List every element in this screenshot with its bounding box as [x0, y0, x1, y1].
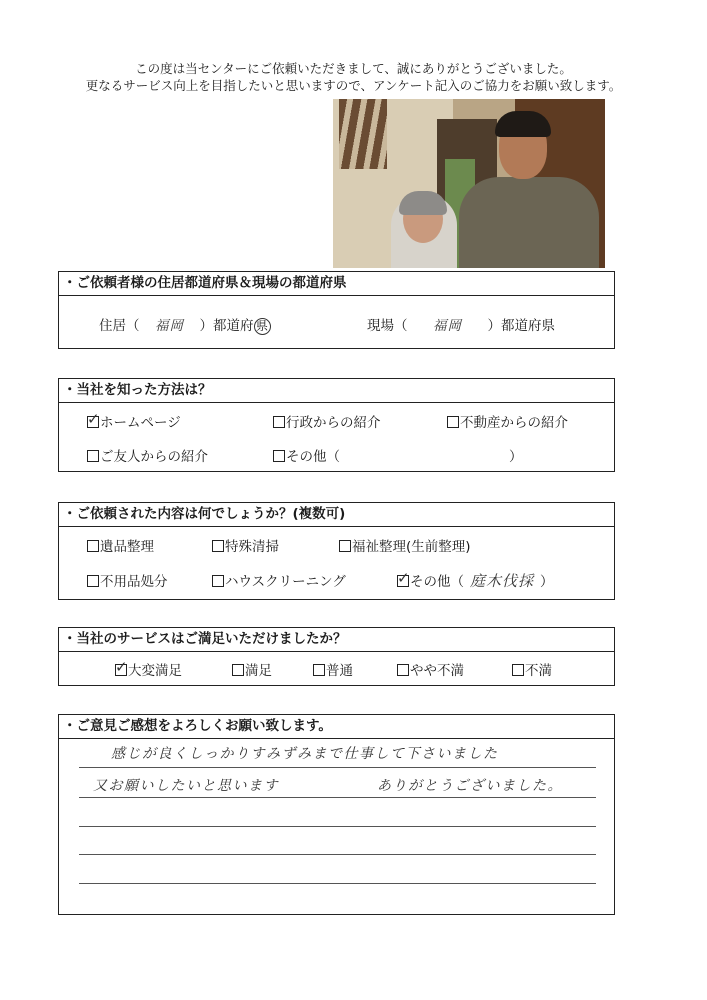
service-option-estate[interactable]: 遺品整理 — [87, 535, 154, 555]
satisfaction-option-dissatisfied[interactable]: 不満 — [512, 659, 552, 679]
prefecture-section — [58, 271, 615, 349]
satisfaction-option-satisfied[interactable]: 満足 — [232, 659, 272, 679]
referral-option-realestate[interactable]: 不動産からの紹介 — [447, 411, 568, 431]
checkbox-checked-icon[interactable] — [115, 664, 127, 676]
service-content-section — [58, 502, 615, 600]
comment-rule — [79, 797, 596, 798]
checkbox-icon[interactable] — [87, 575, 99, 587]
checkbox-icon[interactable] — [212, 575, 224, 587]
prefecture-section-title: ・ご依頼者様の住居都道府県＆現場の都道府県 — [59, 272, 614, 296]
checkbox-checked-icon[interactable] — [397, 575, 409, 587]
comment-rule — [79, 826, 596, 827]
comment-rule — [79, 767, 596, 768]
checkbox-icon[interactable] — [339, 540, 351, 552]
referral-option-friend[interactable]: ご友人からの紹介 — [87, 445, 208, 465]
residence-label: 住居（ — [99, 318, 140, 334]
residence-suffix: ）都道府 — [199, 318, 254, 334]
comment-line-2a: 又お願いしたいと思います — [93, 778, 279, 794]
referral-option-homepage[interactable]: ✓ホームページ — [87, 411, 181, 431]
checkbox-icon[interactable] — [273, 450, 285, 462]
checkbox-icon[interactable] — [397, 664, 409, 676]
comment-rule — [79, 883, 596, 884]
comments-section-title: ・ご意見ご感想をよろしくお願い致します。 — [59, 715, 614, 739]
referral-option-government[interactable]: 行政からの紹介 — [273, 411, 381, 431]
site-field — [367, 314, 555, 334]
comment-line-2b: ありがとうございました。 — [377, 778, 563, 794]
intro-line-2: 更なるサービス向上を目指したいと思いますので、アンケート記入のご協力をお願い致します。 — [85, 78, 622, 93]
referral-option-other[interactable]: その他（ — [273, 445, 340, 465]
service-other-value: 庭木伐採 — [469, 572, 534, 590]
residence-field — [99, 314, 271, 335]
satisfaction-option-very-satisfied[interactable]: ✓大変満足 — [115, 659, 182, 679]
checkbox-icon[interactable] — [232, 664, 244, 676]
referral-section-title: ・当社を知った方法は？ — [59, 379, 614, 403]
satisfaction-option-neutral[interactable]: 普通 — [313, 659, 353, 679]
satisfaction-option-somewhat-dissatisfied[interactable]: やや不満 — [397, 659, 464, 679]
site-label: 現場（ — [367, 318, 408, 334]
checkbox-icon[interactable] — [447, 416, 459, 428]
satisfaction-section — [58, 627, 615, 686]
checkbox-icon[interactable] — [212, 540, 224, 552]
service-content-section-title: ・ご依頼された内容は何でしょうか？(複数可) — [59, 503, 614, 527]
site-value: 福岡 — [433, 318, 462, 334]
comment-rule — [79, 854, 596, 855]
service-option-house-cleaning[interactable]: ハウスクリーニング — [212, 570, 346, 590]
checkbox-icon[interactable] — [313, 664, 325, 676]
service-option-welfare[interactable]: 福祉整理(生前整理) — [339, 535, 471, 555]
checkbox-icon[interactable] — [87, 540, 99, 552]
site-suffix: ）都道府県 — [487, 318, 555, 334]
referral-other-close: ） — [509, 449, 523, 465]
comment-line-1: 感じが良くしっかりすみずみまで仕事して下さいました — [111, 746, 499, 762]
checkbox-icon[interactable] — [87, 450, 99, 462]
satisfaction-section-title: ・当社のサービスはご満足いただけましたか？ — [59, 628, 614, 652]
customer-photo — [333, 99, 605, 268]
residence-circled-suffix: 県 — [254, 318, 271, 335]
service-option-special-cleaning[interactable]: 特殊清掃 — [212, 535, 279, 555]
comments-section — [58, 714, 615, 915]
checkbox-icon[interactable] — [273, 416, 285, 428]
service-option-disposal[interactable]: 不用品処分 — [87, 570, 168, 590]
intro-text — [0, 60, 707, 94]
residence-value: 福岡 — [155, 318, 184, 334]
service-other-close: ） — [540, 574, 554, 590]
checkbox-icon[interactable] — [512, 664, 524, 676]
service-option-other[interactable]: ✓ その他（ 庭木伐採 ） — [397, 570, 554, 591]
intro-line-1: この度は当センターにご依頼いただきまして、誠にありがとうございました。 — [135, 61, 572, 76]
referral-section — [58, 378, 615, 472]
checkbox-checked-icon[interactable] — [87, 416, 99, 428]
